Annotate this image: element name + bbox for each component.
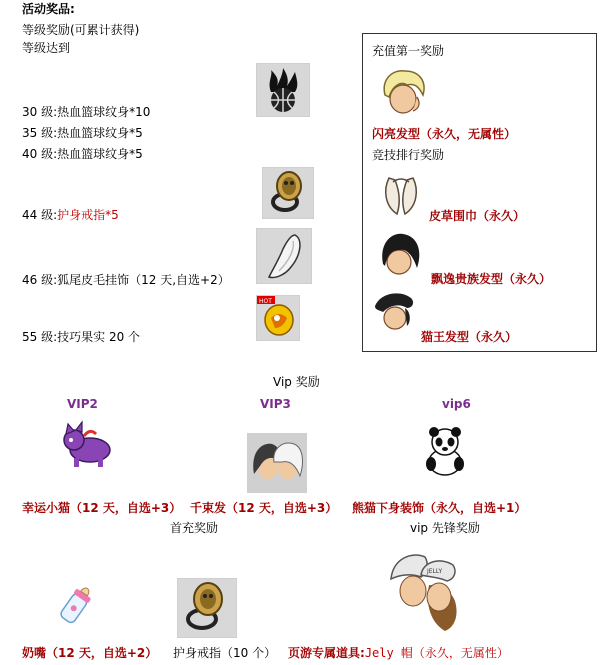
vip3-label: VIP3 xyxy=(260,397,291,411)
level-reward-text: 护身戒指*5 xyxy=(57,208,119,222)
vip6-item: 熊猫下身装饰（永久，自选+1） xyxy=(352,501,527,515)
recharge-reward-item: 闪亮发型（永久，无属性） xyxy=(372,127,517,141)
cap-print-text: JELLY xyxy=(427,568,443,575)
vip-pioneer-item xyxy=(288,646,509,660)
guard-ring-bundle-icon xyxy=(177,578,237,638)
pacifier-bottle-icon xyxy=(56,581,96,629)
level-reward-text: 技巧果实 20 个 xyxy=(57,330,141,344)
level-label: 46 级: xyxy=(22,273,58,287)
arena-reward-title: 竞技排行奖励 xyxy=(372,148,445,162)
level-item-55 xyxy=(22,330,140,344)
thousand-strand-hair-icon xyxy=(247,433,307,493)
fur-scarf-icon xyxy=(379,172,423,218)
right-reward-panel xyxy=(362,33,597,352)
guard-ring-item: 护身戒指（10 个） xyxy=(173,646,277,660)
lucky-cat-icon xyxy=(60,418,118,470)
shiny-hairstyle-icon xyxy=(377,67,429,117)
recharge-reward-title: 充值第一奖励 xyxy=(372,44,445,58)
level-item-40 xyxy=(22,147,143,161)
level-reward-text: 狐尾皮毛挂饰（12 天,自选+2） xyxy=(57,273,230,287)
fox-fur-icon xyxy=(256,228,312,284)
vip2-label: VIP2 xyxy=(67,397,98,411)
section-title: 活动奖品: xyxy=(22,2,75,16)
pacifier-item: 奶嘴（12 天，自选+2） xyxy=(22,646,158,660)
vip-reward-title: Vip 奖励 xyxy=(273,375,320,389)
vip-pioneer-title: vip 先锋奖励 xyxy=(410,521,480,535)
level-item-35 xyxy=(22,126,143,140)
level-item-44 xyxy=(22,208,119,222)
panda-decoration-icon xyxy=(421,424,469,476)
vip6-label: vip6 xyxy=(442,397,471,411)
arena-item-elvis-hair: 猫王发型（永久） xyxy=(421,330,518,344)
guard-ring-icon xyxy=(262,167,314,219)
level-reach-label: 等级达到 xyxy=(22,41,71,55)
noble-hairstyle-icon xyxy=(377,230,423,278)
vip3-item: 千束发（12 天，自选+3） xyxy=(190,501,338,515)
skill-fruit-icon xyxy=(256,295,300,341)
level-reward-text: 热血篮球纹身*5 xyxy=(57,126,143,140)
level-label: 44 级: xyxy=(22,208,58,222)
first-recharge-title: 首充奖励 xyxy=(170,521,219,535)
jely-cap-icon xyxy=(385,545,467,635)
arena-item-fur-scarf: 皮草围巾（永久） xyxy=(429,209,526,223)
level-item-30 xyxy=(22,105,150,119)
level-label: 30 级: xyxy=(22,105,58,119)
arena-item-noble-hair: 飘逸贵族发型（永久） xyxy=(431,272,552,286)
level-item-46 xyxy=(22,273,230,287)
elvis-hairstyle-icon xyxy=(371,290,417,332)
level-label: 35 级: xyxy=(22,126,58,140)
level-reward-text: 热血篮球纹身*10 xyxy=(57,105,151,119)
level-reward-title: 等级奖励(可累计获得) xyxy=(22,23,140,37)
hot-badge-text: HOT xyxy=(259,298,272,305)
pioneer-item-prefix: 页游专属道具: xyxy=(288,646,365,660)
basketball-tattoo-icon xyxy=(256,63,310,117)
level-label: 40 级: xyxy=(22,147,58,161)
pioneer-item-name: Jely 帽（永久，无属性） xyxy=(364,646,509,660)
vip2-item: 幸运小猫（12 天，自选+3） xyxy=(22,501,182,515)
level-label: 55 级: xyxy=(22,330,58,344)
level-reward-text: 热血篮球纹身*5 xyxy=(57,147,143,161)
